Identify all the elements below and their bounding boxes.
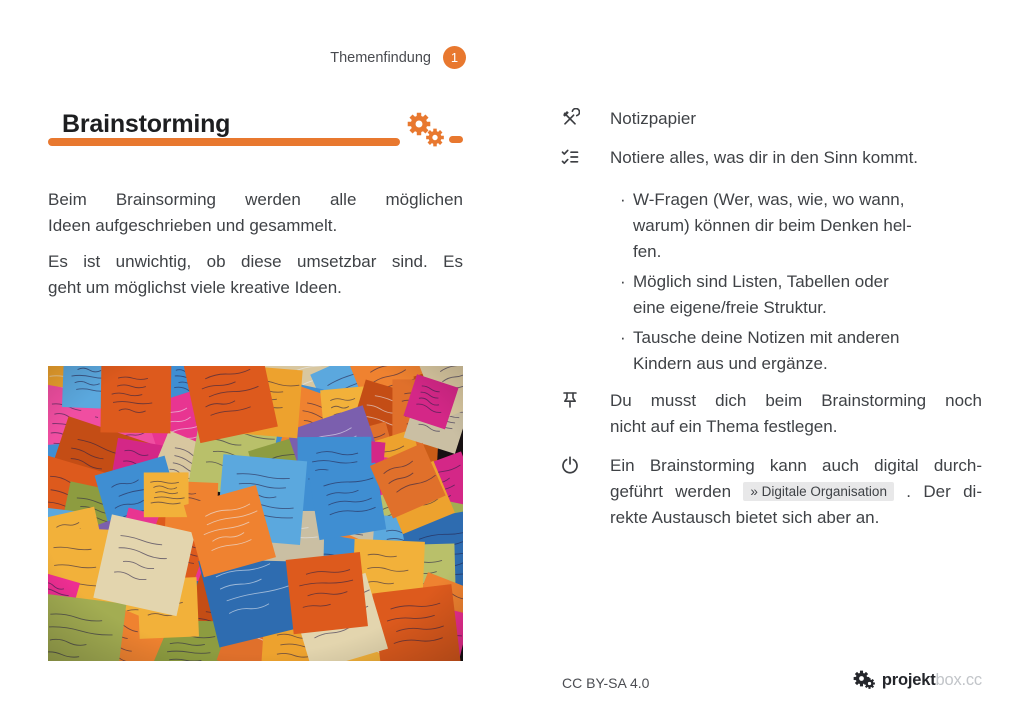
bullet-line: W-Fragen (Wer, was, wie, wo wann, (633, 190, 905, 209)
bullet-line: fen. (633, 242, 662, 261)
right-column (560, 0, 982, 722)
item-line: Notizpapier (610, 109, 696, 128)
bullet-line: Kindern aus und ergänze. (633, 354, 828, 373)
sticky-notes-photo (48, 366, 463, 661)
item-line (610, 479, 982, 505)
list-item (620, 269, 968, 321)
bullet-text (633, 325, 900, 377)
sub-bullet-list (620, 187, 968, 381)
license-text: CC BY-SA 4.0 (562, 675, 650, 691)
list-item-text (610, 388, 982, 440)
intro-paragraph-1 (48, 187, 463, 239)
bullet-line: eine eigene/freie Struktur. (633, 298, 827, 317)
title-block (48, 110, 463, 156)
paragraph-line: geht um möglichst viele kreative Ideen. (48, 278, 342, 297)
brand-logo (853, 670, 982, 690)
tools-icon (560, 108, 582, 132)
bullet-line: warum) können dir beim Denken hel- (633, 216, 912, 235)
list-item-festlegen (560, 388, 982, 440)
list-item (620, 325, 968, 377)
digitale-organisation-link[interactable]: » Digitale Organisation (743, 482, 894, 501)
bullet-dot: · (620, 190, 626, 209)
bullet-line: Möglich sind Listen, Tabellen oder (633, 272, 889, 291)
item-line: rekte Austausch bietet sich aber an. (610, 508, 880, 527)
item-line: Notiere alles, was dir in den Sinn kommt. (610, 148, 919, 167)
gears-decoration-icon (400, 112, 450, 154)
pin-icon (560, 390, 582, 440)
title-dash (449, 136, 463, 143)
item-line-fragment: geführt werden (610, 482, 732, 501)
power-icon (560, 455, 582, 531)
item-line: nicht auf ein Thema festlegen. (610, 417, 838, 436)
item-line-fragment: . Der di- (906, 482, 982, 501)
list-item-text (610, 106, 982, 132)
item-line: Du musst dich beim Brainstorming noch (610, 391, 982, 410)
list-item-digital (560, 453, 982, 531)
bullet-text (633, 187, 912, 265)
paragraph-line: Beim Brainsorming werden alle möglichen (48, 190, 463, 209)
bullet-text (633, 269, 889, 321)
page-title: Brainstorming (62, 110, 231, 138)
list-item-notiere (560, 145, 982, 171)
left-column (48, 0, 463, 722)
bullet-line: Tausche deine Notizen mit anderen (633, 328, 900, 347)
page-number-badge: 1 (443, 46, 466, 69)
brand-gears-icon (853, 670, 875, 690)
paragraph-line: Ideen aufgeschrieben und gesammelt. (48, 216, 338, 235)
item-line: Ein Brainstorming kann auch digital durch- (610, 456, 982, 475)
list-item (620, 187, 968, 265)
intro-paragraph-2 (48, 249, 463, 301)
list-item-text (610, 145, 982, 171)
list-item-material (560, 106, 982, 132)
section-label: Themenfindung (330, 49, 431, 66)
checklist-icon (560, 147, 582, 171)
bullet-dot: · (620, 272, 626, 291)
bullet-dot: · (620, 328, 626, 347)
brand-name: projektbox.cc (881, 670, 982, 689)
paragraph-line: Es ist unwichtig, ob diese umsetzbar sind. Es (48, 252, 463, 271)
title-underline (48, 138, 400, 146)
list-item-text (610, 453, 982, 531)
